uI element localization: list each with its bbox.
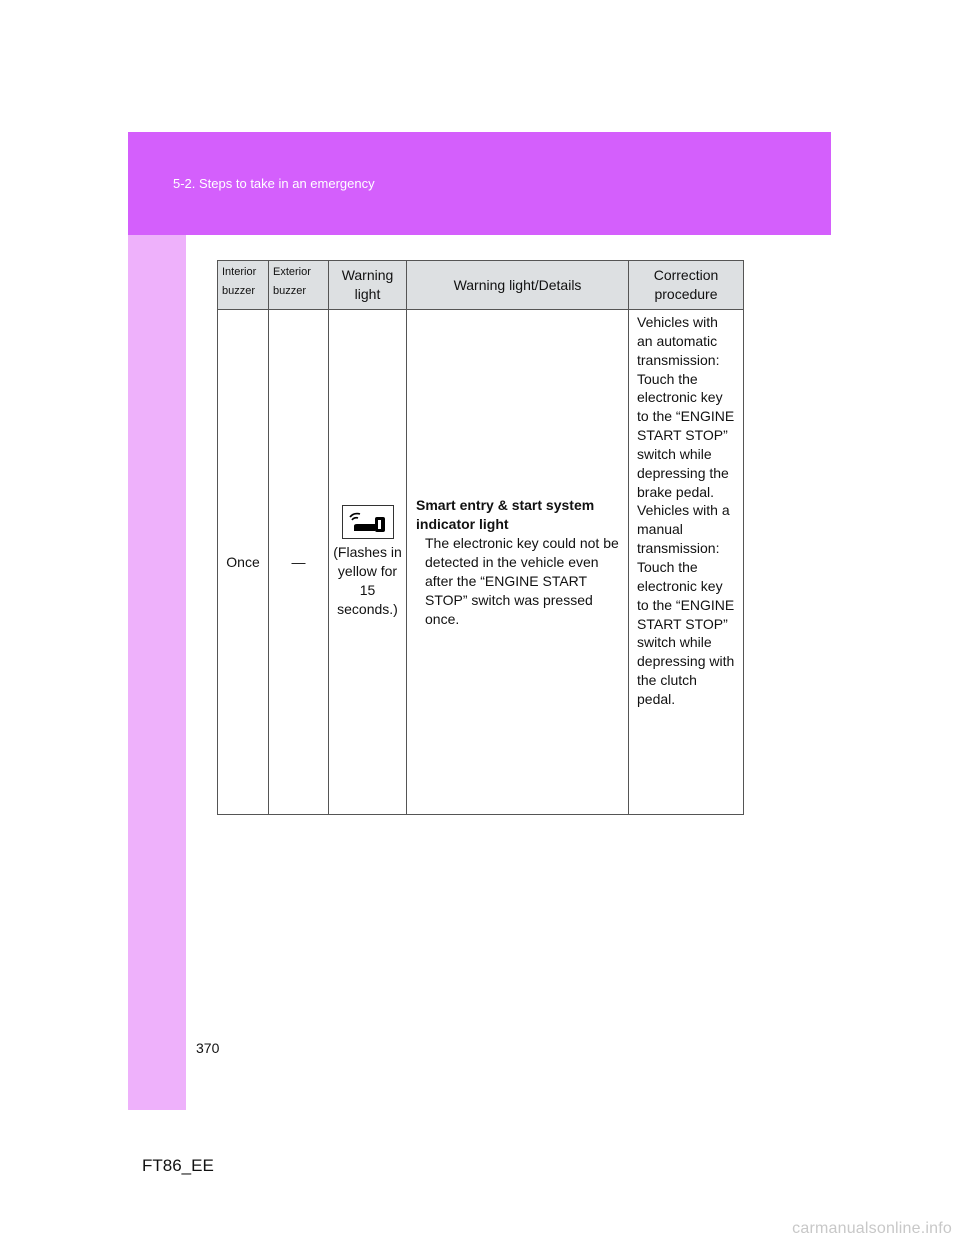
details-body: The electronic key could not be detected in the vehicle even after the “ENGINE START STOP” switch was pressed once. <box>425 534 619 627</box>
smart-key-indicator-icon <box>342 505 394 539</box>
header-interior-buzzer: Interior buzzer <box>218 261 269 310</box>
warning-light-note: (Flashes in yellow for 15 seconds.) <box>333 544 402 617</box>
interior-buzzer-cell: Once <box>218 310 269 815</box>
correction-automatic: Vehicles with an automatic transmission: Touch the electronic key to the “ENGINE START STOP” switch while depressing the brake pedal. <box>637 314 735 500</box>
header-warning-light: Warning light <box>329 261 407 310</box>
header-exterior-buzzer: Exterior buzzer <box>269 261 329 310</box>
header-details: Warning light/Details <box>407 261 629 310</box>
warning-table <box>217 260 744 815</box>
table-row <box>218 310 744 815</box>
side-strip <box>128 235 186 1110</box>
page-number: 370 <box>196 1040 220 1056</box>
document-code: FT86_EE <box>142 1156 214 1175</box>
header-correction: Correction procedure <box>629 261 744 310</box>
details-title: Smart entry & start system indicator light <box>416 496 595 532</box>
exterior-buzzer-cell: — <box>269 310 329 815</box>
details-cell <box>407 310 629 815</box>
correction-manual: Vehicles with a manual transmission: Touch the electronic key to the “ENGINE START STOP” switch while depressing with the clutch pedal. <box>637 502 735 707</box>
warning-light-cell <box>329 310 407 815</box>
section-header-band <box>128 132 831 235</box>
watermark: carmanualsonline.info <box>792 1220 952 1237</box>
correction-cell <box>629 310 744 815</box>
section-title: 5-2. Steps to take in an emergency <box>173 176 375 191</box>
table-header-row <box>218 261 744 310</box>
